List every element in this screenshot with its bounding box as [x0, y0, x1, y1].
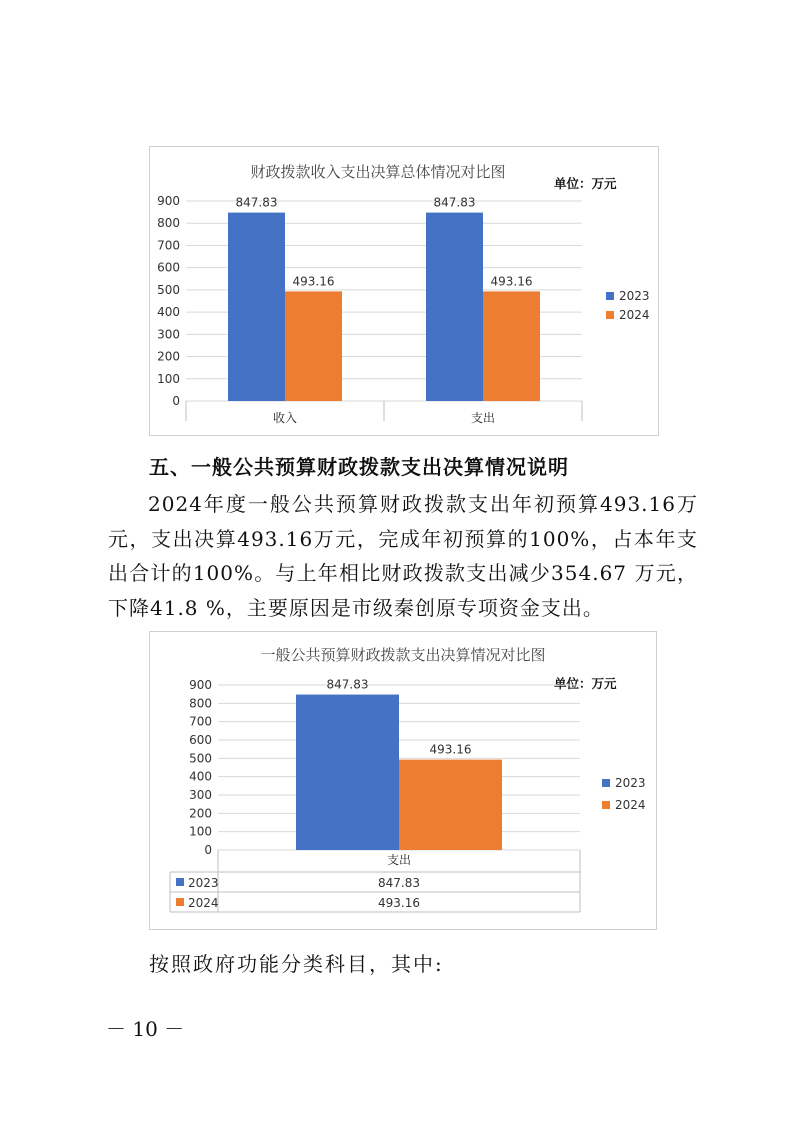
bar-2024 [285, 291, 342, 401]
table-series-name: 2024 [188, 896, 219, 910]
table-series-name: 2023 [188, 876, 219, 890]
y-tick-label: 900 [157, 194, 180, 208]
bar-2024 [483, 291, 540, 401]
y-tick-label: 100 [189, 824, 212, 839]
y-tick-label: 300 [157, 327, 180, 342]
chart-title: 一般公共预算财政拨款支出决算情况对比图 [260, 646, 546, 664]
y-tick-label: 700 [157, 238, 180, 253]
overall-comparison-chart [149, 146, 659, 436]
y-tick-label: 100 [157, 371, 180, 386]
y-tick-label: 200 [157, 349, 180, 364]
y-tick-label: 0 [172, 394, 180, 408]
y-tick-label: 600 [189, 733, 212, 747]
table-value: 847.83 [378, 876, 420, 890]
page-number: － 10 － [106, 1017, 185, 1041]
legend-swatch-2023 [602, 779, 610, 787]
y-tick-label: 800 [189, 696, 212, 711]
y-tick-label: 800 [157, 216, 180, 231]
y-tick-label: 500 [157, 282, 180, 297]
legend-label-2023: 2023 [619, 289, 650, 303]
table-swatch-2023 [176, 878, 184, 886]
data-label: 847.83 [433, 195, 476, 210]
bar-2023 [296, 695, 399, 850]
section-heading: 五、一般公共预算财政拨款支出决算情况说明 [149, 455, 569, 479]
section-paragraph: 2024年度一般公共预算财政拨款支出年初预算493.16万元，支出决算493.16万元，完成年初预算的100%，占本年支出合计的100%。与上年相比财政拨款支出减少354.67 万元，下降41.8 %，主要原因是市级秦创原专项资金支出。 [108, 492, 698, 620]
legend-label-2024: 2024 [619, 308, 650, 322]
y-tick-label: 500 [189, 751, 212, 766]
bar-2023 [228, 213, 285, 401]
unit-label: 单位：万元 [554, 676, 617, 691]
legend-swatch-2024 [606, 311, 614, 319]
y-tick-label: 200 [189, 806, 212, 821]
category-label: 收入 [272, 411, 298, 425]
bar-2024 [399, 760, 502, 850]
chart-title: 财政拨款收入支出决算总体情况对比图 [250, 163, 506, 181]
expenditure-comparison-chart [149, 631, 657, 930]
y-tick-label: 400 [189, 769, 212, 784]
overall-comparison-chart-svg [150, 147, 660, 437]
category-label: 支出 [386, 853, 412, 867]
y-tick-label: 900 [189, 678, 212, 692]
data-label: 493.16 [429, 742, 472, 757]
bar-2023 [426, 213, 483, 401]
y-tick-label: 600 [157, 260, 180, 275]
y-tick-label: 300 [189, 788, 212, 802]
table-value: 493.16 [378, 896, 420, 910]
data-label: 847.83 [326, 677, 369, 692]
data-label: 493.16 [292, 274, 335, 289]
unit-label: 单位：万元 [554, 176, 617, 191]
y-tick-label: 400 [157, 305, 180, 320]
category-label: 支出 [470, 411, 496, 425]
expenditure-comparison-chart-svg [150, 632, 658, 931]
data-label: 847.83 [235, 195, 278, 210]
y-tick-label: 0 [204, 843, 212, 857]
legend-swatch-2024 [602, 801, 610, 809]
classification-line: 按照政府功能分类科目，其中: [149, 952, 444, 976]
y-tick-label: 700 [189, 714, 212, 729]
data-label: 493.16 [490, 274, 533, 289]
legend-swatch-2023 [606, 292, 614, 300]
table-swatch-2024 [176, 898, 184, 906]
legend-label-2024: 2024 [615, 798, 646, 812]
legend-label-2023: 2023 [615, 776, 646, 790]
